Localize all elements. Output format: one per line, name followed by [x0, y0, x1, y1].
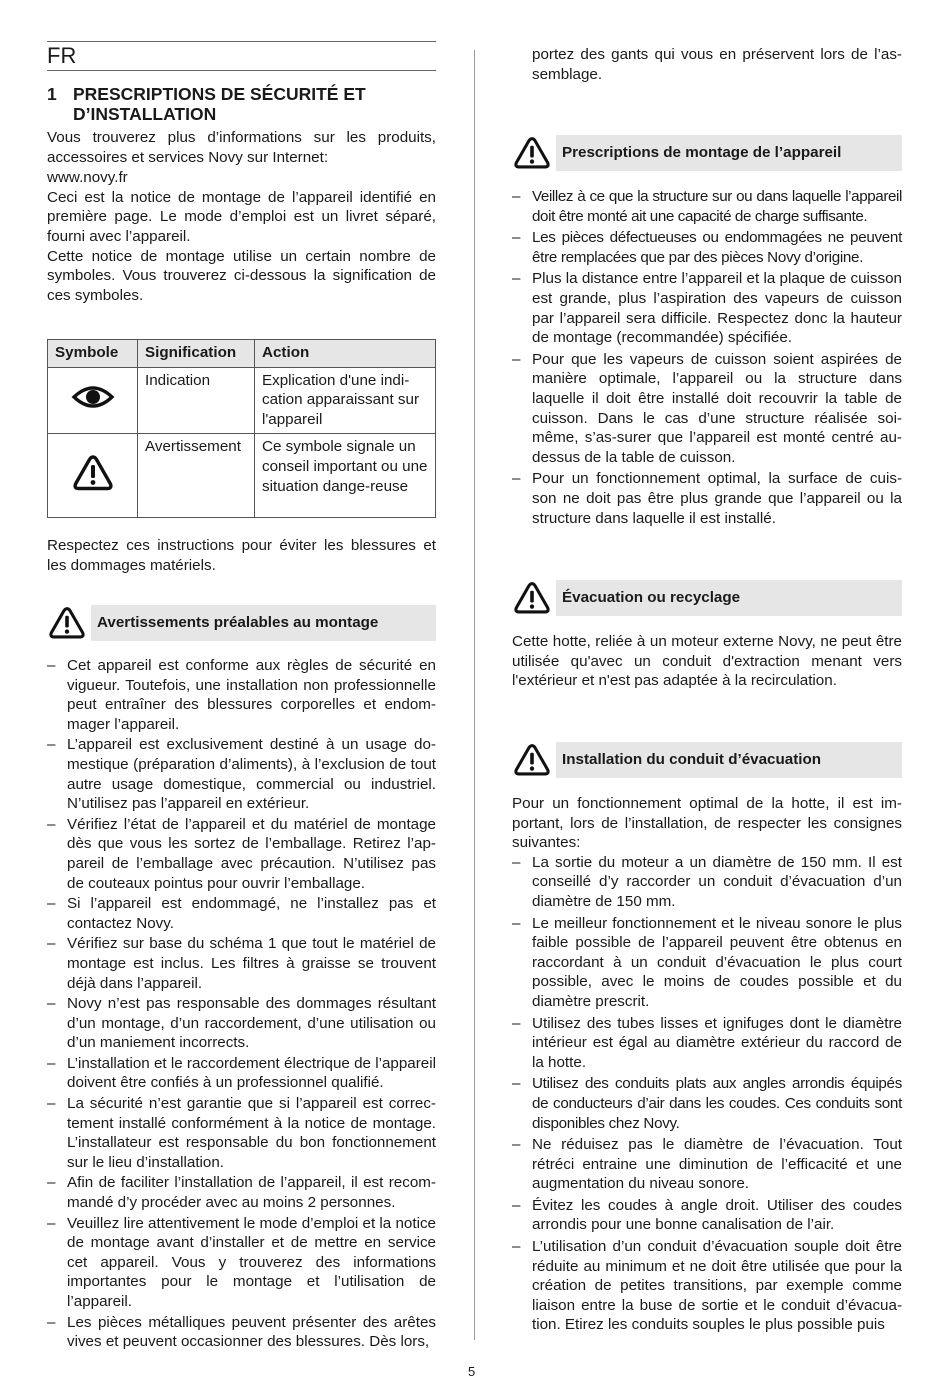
language-label: FR [47, 43, 77, 68]
list-item: – L’installation et le raccordement électrique de l’appareil doivent être confiés à un professionnel qualifié. [47, 1054, 436, 1093]
prerequisites-list [47, 656, 436, 1352]
prerequisites-list-wrap [47, 656, 436, 1352]
table-header: Symbole [48, 340, 138, 368]
eye-icon [71, 398, 115, 415]
warning-box-title: Avertissements préalables au montage [91, 605, 436, 641]
evacuation-text [512, 632, 902, 691]
list-item: – Le meilleur fonctionnement et le niveau sonore le plus faible possible de l’appareil peuvent être obtenus en raccordant à un conduit d’évacuation le plus court possible, avec le moins de coudes possible et du diamètre prescrit. [512, 914, 902, 1012]
list-item: – Vérifiez l’état de l’appareil et du matériel de montage dès que vous les sortez de l’emballage. Retirez l’ap-pareil de l’emballage avec précaution. N’utilisez pas de couteaux pointus pour ouvrir l’emballage. [47, 815, 436, 893]
intro-paragraph: Cette notice de montage utilise un certain nombre de symboles. Vous trouverez ci-dessous la signification de ces symboles. [47, 247, 436, 304]
list-item: – Pour que les vapeurs de cuisson soient aspirées de manière optimale, l’appareil ou la structure dans laquelle il doit être installé doit recouvrir la table de cuisson. Dans le cas d’une structure réalisée soi-même, s’as-surer que l’appareil est monté centré au-dessus de la table de cuisson. [512, 350, 902, 468]
table-header-row [48, 340, 436, 368]
list-item: – L’appareil est exclusivement destiné à un usage do-mestique (préparation d’aliments), à l’exclusion de tout autre usage domestique, commercial ou industriel. N’utilisez pas l’appareil en extérieur. [47, 735, 436, 813]
table-header: Signification [138, 340, 255, 368]
list-item: – Veillez à ce que la structure sur ou dans laquelle l’appareil doit être monté ait une capacité de charge suffisante. [512, 187, 902, 226]
list-item: – Afin de faciliter l’installation de l’appareil, il est recom-mandé d’y procéder avec au moins 2 personnes. [47, 1173, 436, 1212]
list-item: – Les pièces métalliques peuvent présenter des arêtes vives et peuvent occasionner des blessures. Dès lors, [47, 1313, 436, 1352]
symbols-table [47, 339, 436, 518]
list-item: – Ne réduisez pas le diamètre de l’évacuation. Tout rétréci entraine une diminution de l’efficacité et une augmentation du niveau sonore. [512, 1135, 902, 1194]
mounting-list-wrap [512, 187, 902, 528]
table-row [48, 434, 436, 518]
warning-box-title: Installation du conduit d’évacuation [556, 742, 902, 778]
table-cell: Indication [138, 367, 255, 434]
table-cell-symbol [48, 367, 138, 434]
header-rule-bottom [47, 70, 436, 71]
list-item: – Si l’appareil est endommagé, ne l’installez pas et contactez Novy. [47, 894, 436, 933]
page-number: 5 [468, 1364, 476, 1379]
continued-paragraph: portez des gants qui vous en préservent lors de l’as-semblage. [532, 46, 902, 83]
warning-box-duct [512, 741, 902, 779]
header-rule-top [47, 41, 436, 42]
section-heading [47, 85, 436, 124]
warning-icon [47, 604, 91, 642]
respect-text [47, 536, 436, 575]
warning-box-title: Évacuation ou recyclage [556, 580, 902, 616]
table-header: Action [255, 340, 436, 368]
warning-icon [512, 134, 556, 172]
warning-box-prerequisites [47, 604, 436, 642]
list-item: – La sortie du moteur a un diamètre de 150 mm. Il est conseillé d’y raccorder un conduit d’évacuation d’un diamètre de 150 mm. [512, 853, 902, 912]
warning-box-mounting [512, 134, 902, 172]
mounting-list [512, 187, 902, 528]
column-divider [474, 50, 475, 1340]
warning-box-evacuation [512, 579, 902, 617]
warning-icon [512, 579, 556, 617]
warning-icon [512, 741, 556, 779]
table-cell: Ce symbole signale un conseil important ou une situation dange-reuse [255, 434, 436, 518]
list-item: – La sécurité n’est garantie que si l’appareil est correc-tement installé conformément à la notice de montage. L’installateur est responsable du bon fonctionnement sur le lieu d’installation. [47, 1094, 436, 1172]
list-item: – Utilisez des tubes lisses et ignifuges dont le diamètre intérieur est égal au diamètre extérieur du raccord de la hotte. [512, 1014, 902, 1073]
list-item: – L’utilisation d’un conduit d’évacuation souple doit être réduite au minimum et ne doit être utilisée que pour la création de petites transitions, par exemple comme liaison entre la buse de sortie et le conduit d’évacua-tion. Etirez les conduits souples le plus possible puis [512, 1237, 902, 1335]
list-item: – Les pièces défectueuses ou endommagées ne peuvent être remplacées que par des pièces Novy d’origine. [512, 228, 902, 267]
list-item: – Évitez les coudes à angle droit. Utiliser des coudes arrondis pour une bonne canalisation de l’air. [512, 1196, 902, 1235]
warning-box-title: Prescriptions de montage de l’appareil [556, 135, 902, 171]
section-title-line1: PRESCRIPTIONS DE SÉCURITÉ ET [73, 84, 366, 104]
section-number: 1 [47, 84, 57, 104]
list-item: – Plus la distance entre l’appareil et la plaque de cuisson est grande, plus l’aspiration des vapeurs de cuisson par l’appareil sera difficile. Respectez donc la hauteur de montage (recommandée) spécifiée. [512, 269, 902, 347]
warning-icon [71, 480, 115, 497]
list-item: – Utilisez des conduits plats aux angles arrondis équipés de conducteurs d’air dans les coudes. Ces conduits sont disponibles chez Novy. [512, 1074, 902, 1133]
duct-intro-paragraph: Pour un fonctionnement optimal de la hotte, il est im-portant, lors de l’installation, de respecter les consignes suivantes: [512, 795, 902, 852]
table-cell: Avertissement [138, 434, 255, 518]
table-cell-symbol [48, 434, 138, 518]
intro-paragraph: Ceci est la notice de montage de l’appareil identifié en première page. Le mode d’emploi est un livret séparé, fourni avec l’appareil. [47, 188, 436, 245]
continued-text [532, 45, 902, 84]
list-item: – Cet appareil est conforme aux règles de sécurité en vigueur. Toutefois, une installation non professionnelle peut entraîner des blessures corporelles et endom-mager l’appareil. [47, 656, 436, 734]
table-row [48, 367, 436, 434]
symbols-table-wrap [47, 339, 436, 518]
list-item: – Vérifiez sur base du schéma 1 que tout le matériel de montage est inclus. Les filtres à graisse se trouvent déjà dans l’appareil. [47, 934, 436, 993]
table-cell: Explication d'une indi-cation apparaissant sur l'appareil [255, 367, 436, 434]
duct-section [512, 794, 902, 1335]
section-title-line2: D’INSTALLATION [73, 103, 217, 124]
evacuation-paragraph: Cette hotte, reliée à un moteur externe Novy, ne peut être utilisée qu'avec un conduit d'extraction menant vers l'extérieur et n'est pas adaptée à la recirculation. [512, 633, 902, 690]
intro-paragraph: Vous trouverez plus d’informations sur les produits, accessoires et services Novy sur Internet: [47, 129, 436, 166]
list-item: – Novy n’est pas responsable des dommages résultant d’un montage, d’un raccordement, d’une utilisation ou d’un maniement incorrects. [47, 994, 436, 1053]
list-item: – Veuillez lire attentivement le mode d’emploi et la notice de montage avant d’installer et de mettre en service cet appareil. Vous y trouverez des informations importantes pour le montage et l’utilisation de l’appareil. [47, 1214, 436, 1312]
duct-list [512, 853, 902, 1335]
intro-text [47, 128, 436, 305]
list-item: – Pour un fonctionnement optimal, la surface de cuis-son ne doit pas être plus grande que l’appareil ou la structure dans laquelle il est installé. [512, 469, 902, 528]
respect-paragraph: Respectez ces instructions pour éviter les blessures et les dommages matériels. [47, 537, 436, 574]
website-url: www.novy.fr [47, 169, 128, 187]
